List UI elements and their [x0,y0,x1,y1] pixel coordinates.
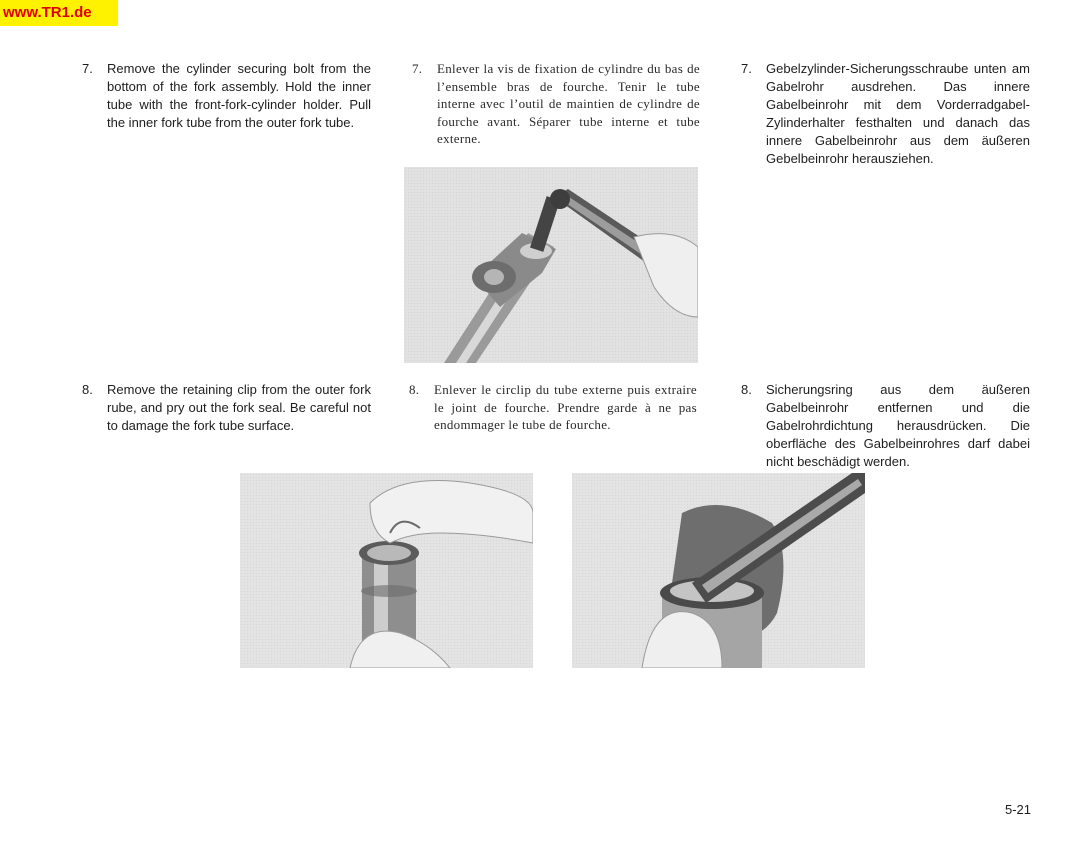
photo-fork-bolt-removal [404,167,698,363]
step-8-french [409,381,697,434]
step-7-french [412,60,700,148]
step-text: Sicherungsring aus dem äußeren Gabelbeinrohr entfernen und die Gabelrohrdichtung herausdrücken. Die oberfläche des Gabelbeinrohres darf dabei nicht beschädigt werden. [766,382,1030,469]
step-number: 8. [409,382,420,397]
step-7-english [82,60,371,132]
step-number: 8. [741,382,752,397]
step-number: 7. [741,61,752,76]
step-number: 7. [82,61,93,76]
step-number: 7. [412,61,423,76]
photo-fork-seal-pry [572,473,865,668]
step-number: 8. [82,382,93,397]
step-text: Gebelzylinder-Sicherungsschraube unten am Gabelrohr ausdrehen. Das innere Gabelbeinrohr mit dem Vorderradgabel-Zylinderhalter festhalten und danach das innere Gabelbeinrohr aus dem äußeren Gebelbeinrohr herausziehen. [766,61,1030,166]
step-text: Remove the cylinder securing bolt from the bottom of the fork assembly. Hold the inner tube with the front-fork-cylinder holder. Pull the inner fork tube from the outer fork tube. [107,61,371,130]
page-number: 5-21 [1005,802,1032,817]
step-text: Enlever le circlip du tube externe puis extraire le joint de fourche. Prendre garde à ne pas endommager le tube de fourche. [434,382,697,432]
watermark-banner[interactable]: www.TR1.de [0,0,118,26]
step-8-english [82,381,371,435]
step-8-german [741,381,1030,471]
step-text: Enlever la vis de fixation de cylindre du bas de l’ensemble bras de fourche. Tenir le tube interne avec l’outil de maintien de cylindre de fourche avant. Séparer tube interne et tube externe. [437,61,700,146]
step-text: Remove the retaining clip from the outer fork rube, and pry out the fork seal. Be careful not to damage the fork tube surface. [107,382,371,433]
step-7-german [741,60,1030,168]
photo-retaining-clip-removal [240,473,533,668]
